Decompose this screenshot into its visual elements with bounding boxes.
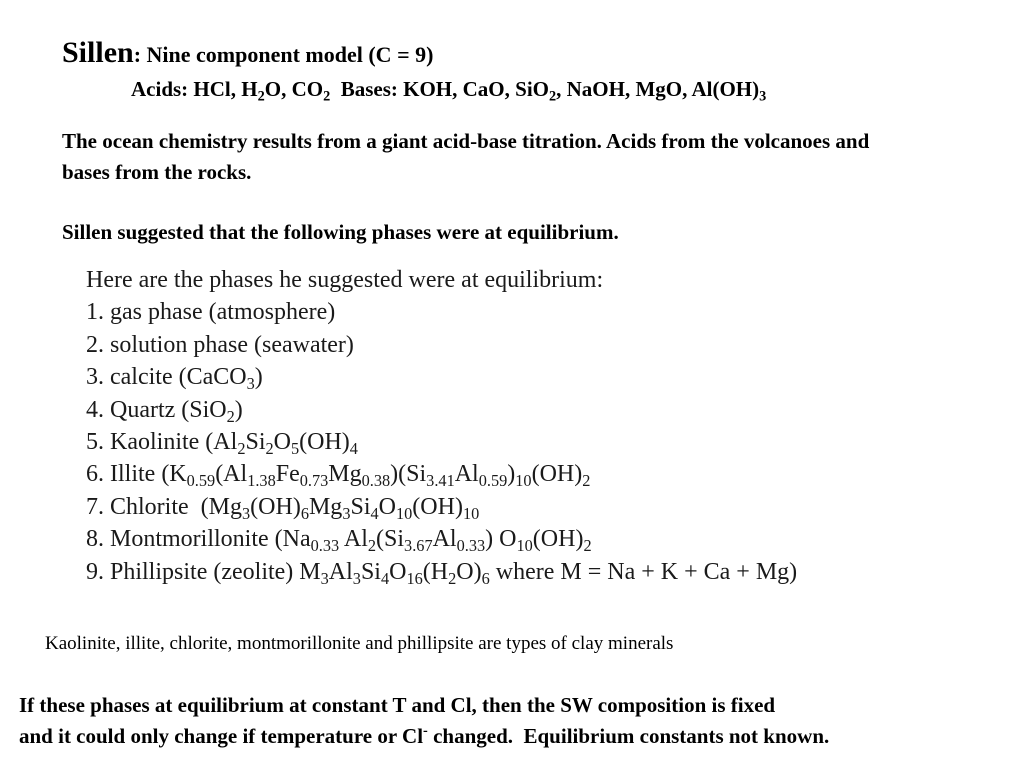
phase-item: 6. Illite ($K_{0.59}(Al_{1.38}Fe_{0.73}Mg_{0.38})(Si_{3.41}Al_{0.59})_{10}(OH)_2$ xyxy=(86,461,591,491)
phase-item: 2. solution phase (seawater) xyxy=(86,331,354,358)
phase-item: 5. Kaolinite ($Al_2Si_2O_5(OH)_4$ xyxy=(86,429,358,459)
acids-label: Acids: HCl, H xyxy=(131,77,258,101)
acids-bases-line: Acids: HCl, $H_2O$, $CO_2$ Bases: KOH, CaO, SiO$_2$, NaOH, MgO, $Al(OH)_3$ xyxy=(131,77,767,105)
phase-item: 9. Phillipsite (zeolite) $M_3Al_3Si_4O_{16}(H_2O)_6$ where M = Na + K + Ca + Mg) xyxy=(86,558,798,588)
phase-item: 7. Chlorite ($Mg_3(OH)_6Mg_3Si_4O_{10}(OH)_{10}$ xyxy=(86,493,480,524)
conclusion-line-1: If these phases at equilibrium at constant T and Cl, then the SW composition is fixed xyxy=(19,693,776,717)
title-subtitle: : Nine component model (C = 9) xyxy=(133,42,434,67)
title-name: Sillen xyxy=(62,36,134,69)
conclusion-line-2: and it could only change if temperature or Cl- changed. Equilibrium constants not known. xyxy=(19,723,830,748)
intro-paragraph: The ocean chemistry results from a giant acid-base titration. Acids from the volcanoes and bases from the rocks. xyxy=(62,129,870,184)
phase-item: 1. gas phase (atmosphere) xyxy=(86,299,336,326)
slide-title xyxy=(62,36,433,70)
phase-item: 4. Quartz (SiO$_2$) xyxy=(86,396,243,426)
phase-item: 8. Montmorillonite ($Na_{0.33}$ $Al_2(Si_{3.67}Al_{0.33})$ $O_{10}(OH)_2$ xyxy=(86,526,592,556)
phase-item: 3. calcite (CaCO$_3$) xyxy=(86,364,263,394)
phases-heading: Here are the phases he suggested were at equilibrium: xyxy=(86,267,604,293)
clay-minerals-note: Kaolinite, illite, chlorite, montmorillonite and phillipsite are types of clay minerals xyxy=(45,633,674,654)
phases-list xyxy=(86,264,797,588)
bases-rest: , NaOH, MgO, Al(OH) xyxy=(556,77,760,101)
equilibrium-statement: Sillen suggested that the following phases were at equilibrium. xyxy=(62,220,619,244)
conclusion xyxy=(19,690,829,752)
bases-label: Bases: KOH, CaO, SiO xyxy=(340,77,549,101)
